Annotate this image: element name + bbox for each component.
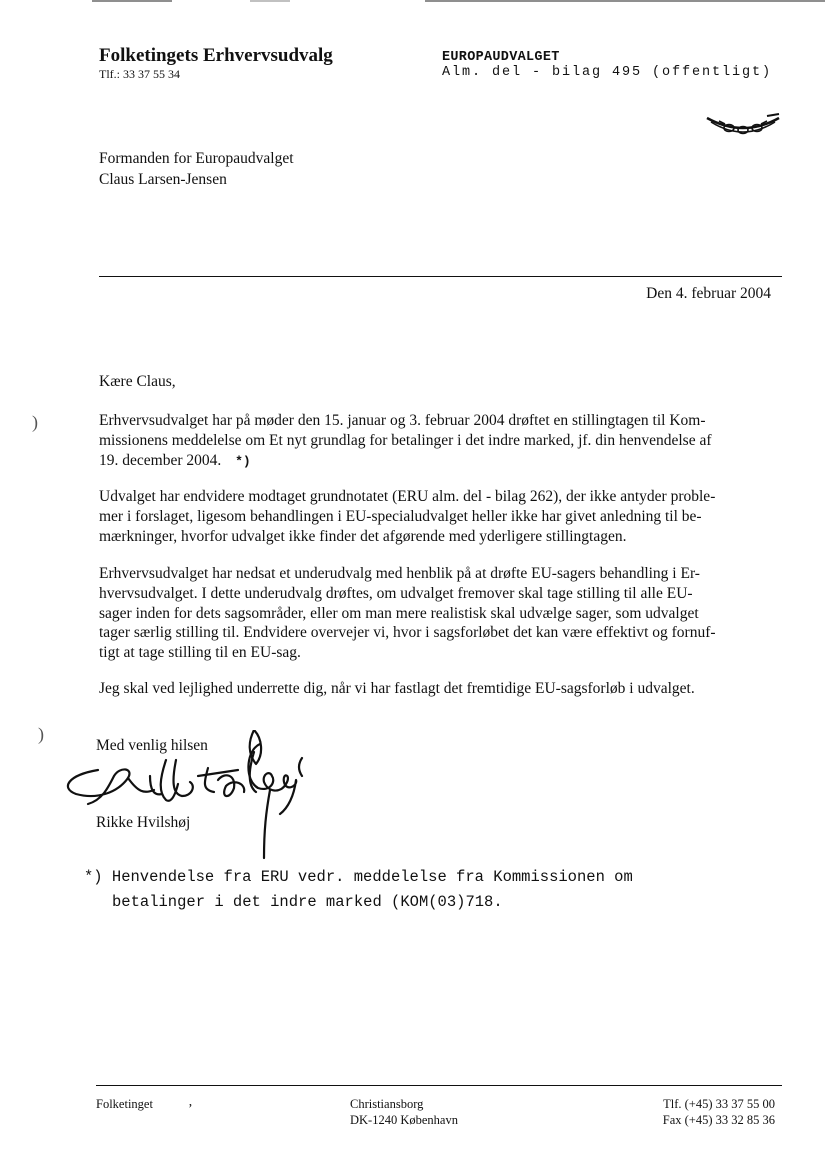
footer-fax: Fax (+45) 33 32 85 36 [662,1113,775,1127]
paragraph-line: hvervsudvalget. I dette underudvalg drøftes, om udvalget fremover skal tage stilling til alle EU- [99,584,693,602]
sender-name: Folketingets Erhvervsudvalg [99,45,333,66]
footer-phone: Tlf. (+45) 33 37 55 00 [663,1097,775,1111]
paragraph-line: mer i forslaget, ligesom behandlingen i EU-specialudvalget heller ikke har givet anledning til be- [99,507,702,525]
paragraph-line: Jeg skal ved lejlighed underrette dig, når vi har fastlagt det fremtidige EU-sagsforløb i udvalget. [99,680,695,697]
footer-divider [96,1085,782,1086]
footnote [84,865,633,915]
paragraph-line: tigt at tage stilling til en EU-sag. [99,644,301,662]
folketinget-crown-logo-icon [705,112,781,144]
footer-address [350,1096,458,1128]
footer-address-line: DK-1240 København [350,1113,458,1127]
paragraph-line: Erhvervsudvalget har nedsat et underudvalg med henblik på at drøfte EU-sagers behandling i Er- [99,565,700,582]
closing-phrase: Med venlig hilsen [96,737,208,754]
salutation: Kære Claus, [99,373,176,390]
paragraph-2 [99,487,775,546]
paragraph-1 [99,411,775,471]
signer-name: Rikke Hvilshøj [96,814,191,831]
footer-left [96,1096,153,1112]
committee-stamp: EUROPAUDVALGET [442,50,560,65]
paragraph-line: mærkninger, hvorfor udvalget ikke finder det afgørende med yderligere stillingtagen. [99,527,627,545]
handwritten-signature-icon [58,730,318,860]
paragraph-line [99,451,775,472]
scan-artifact [92,0,172,2]
footer-contact [663,1096,775,1128]
paragraph-line: Udvalget har endvidere modtaget grundnotatet (ERU alm. del - bilag 262), der ikke antyder proble- [99,488,716,505]
scan-artifact [425,0,825,2]
recipient-block [99,148,294,190]
footnote-line: *) Henvendelse fra ERU vedr. meddelelse fra Kommissionen om [84,868,633,886]
footnote-marker: *) [235,453,251,469]
sender-phone: Tlf.: 33 37 55 34 [99,67,180,81]
paragraph-line: missionens meddelelse om Et nyt grundlag for betalinger i det indre marked, jf. din henvendelse af [99,431,712,449]
footnote-line: betalinger i det indre marked (KOM(03)718. [112,893,503,911]
punch-hole-mark: ) [32,412,38,432]
paragraph-line: sager inden for dets sagsområder, eller om man mere realistisk skal udvælge sager, som udvalget [99,604,699,622]
scan-artifact [250,0,290,2]
paragraph-line: tager særlig stilling til. Endvidere overvejer vi, hvor i sagsforløbet det kan være effektivt og fornuf- [99,624,716,642]
paragraph-3 [99,564,775,663]
paragraph-line: Erhvervsudvalget har på møder den 15. januar og 3. februar 2004 drøftet en stillingtagen til Kom- [99,412,706,429]
scan-artifact: ʼ [188,1102,193,1117]
paragraph-4 [99,679,775,699]
punch-hole-mark: ) [38,724,44,744]
recipient-title: Formanden for Europaudvalget [99,150,294,167]
paragraph-line-text: 19. december 2004. [99,451,222,469]
document-reference: Alm. del - bilag 495 (offentligt) [442,65,773,80]
letter-date: Den 4. februar 2004 [646,285,771,302]
footer-organization: Folketinget [96,1097,153,1111]
header-divider [99,276,782,277]
footer-address-line: Christiansborg [350,1097,424,1111]
recipient-name: Claus Larsen-Jensen [99,171,227,188]
